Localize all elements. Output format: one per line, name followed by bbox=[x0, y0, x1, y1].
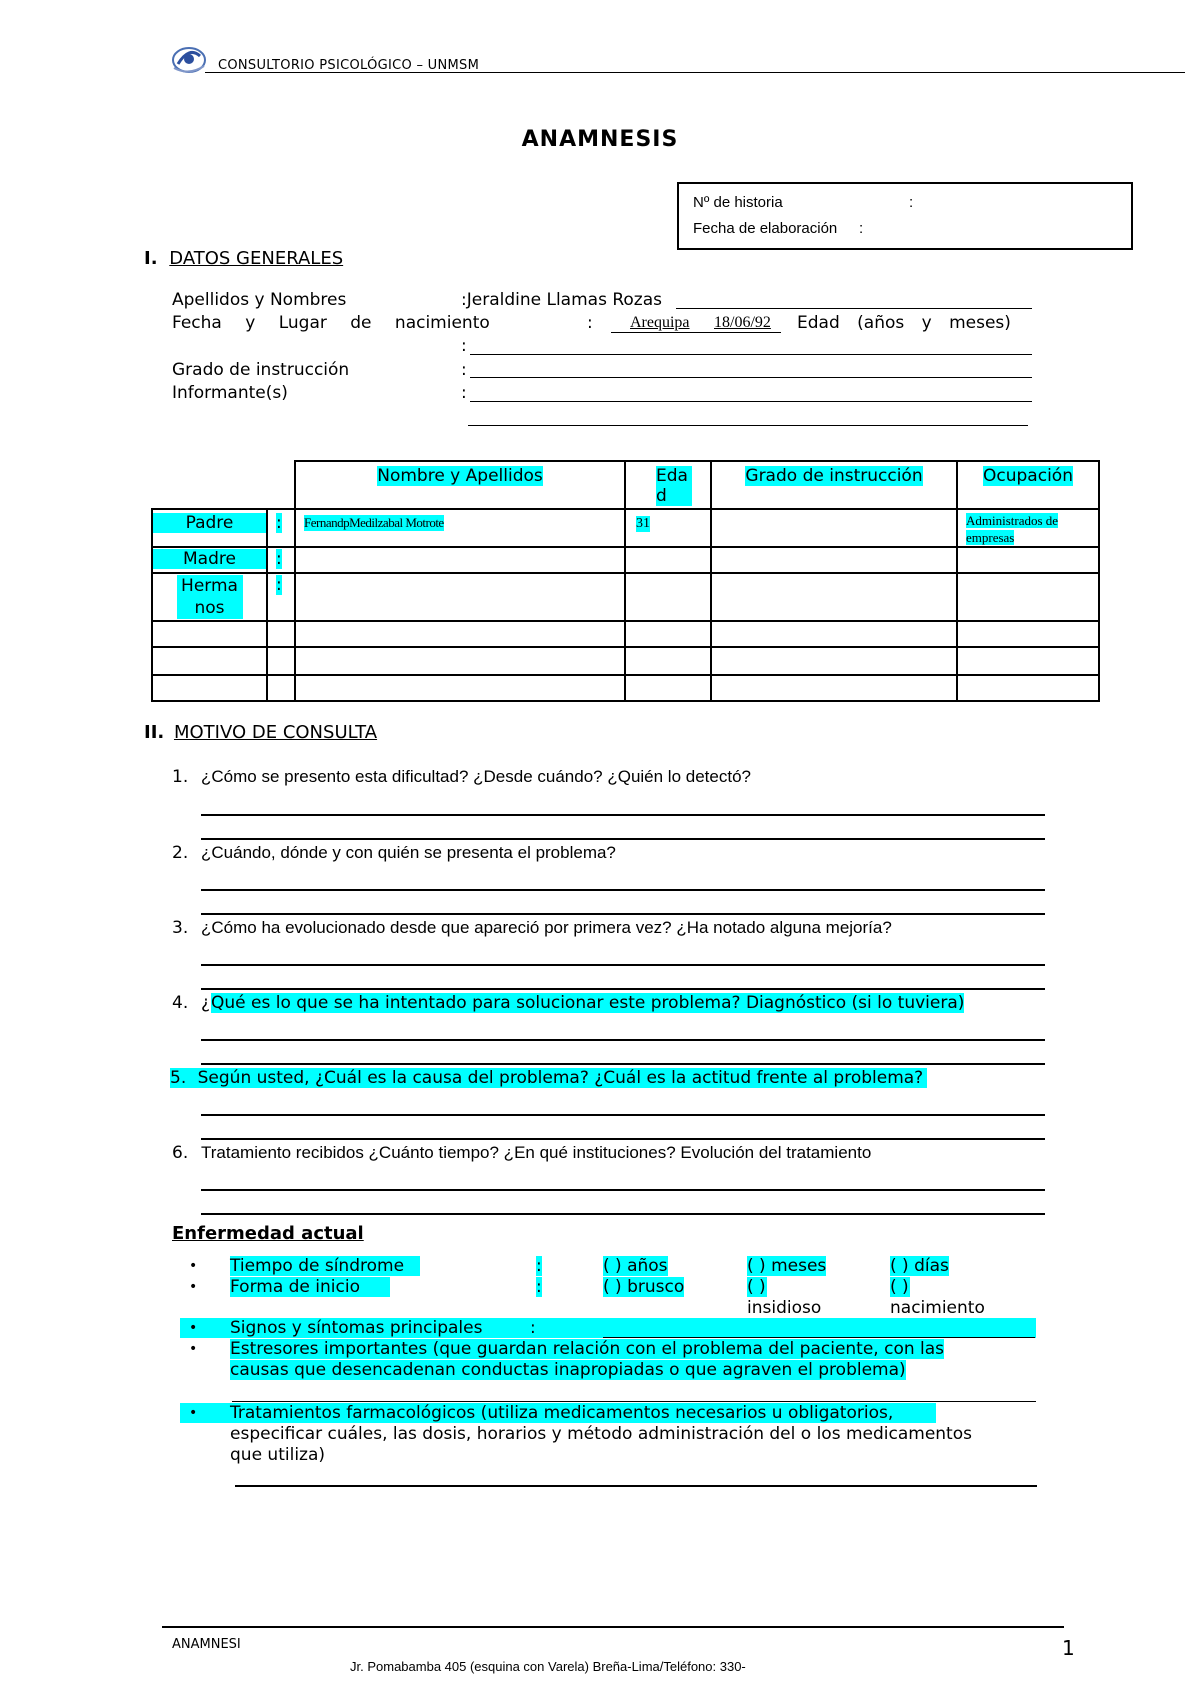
question-2-answer-line-2[interactable] bbox=[201, 913, 1045, 915]
names-label: Apellidos y Nombres bbox=[172, 290, 347, 310]
row-label-cell bbox=[152, 647, 267, 675]
table-header-blank bbox=[152, 461, 267, 509]
row-age-cell[interactable] bbox=[625, 509, 711, 547]
question-2-text: ¿Cuándo, dónde y con quién se presenta el problema? bbox=[201, 843, 616, 862]
stressors-line-1: Estresores importantes (que guardan relación con el problema del paciente, con las bbox=[230, 1339, 945, 1359]
question-5-answer-line-2[interactable] bbox=[201, 1138, 1045, 1140]
pharma-line-3: que utiliza) bbox=[230, 1445, 326, 1465]
bullet-icon: • bbox=[189, 1405, 198, 1421]
row-education-cell[interactable] bbox=[711, 621, 957, 647]
footer-rule bbox=[162, 1626, 1064, 1628]
question-4-answer-line-1[interactable] bbox=[201, 1039, 1045, 1041]
row-name: FernandpMedilzabal Motrote bbox=[304, 515, 444, 530]
onset-label: Forma de inicio bbox=[230, 1277, 390, 1297]
table-row bbox=[152, 573, 1099, 621]
question-6-answer-line-1[interactable] bbox=[201, 1189, 1045, 1191]
onset-colon: : bbox=[536, 1277, 542, 1297]
table-row bbox=[152, 547, 1099, 573]
row-age-cell[interactable] bbox=[625, 675, 711, 701]
signs-answer-line[interactable] bbox=[603, 1337, 1035, 1338]
history-number-colon: : bbox=[909, 194, 914, 211]
question-1-number: 1. bbox=[172, 767, 189, 787]
elaboration-date-label: Fecha de elaboración bbox=[693, 220, 838, 237]
header-age bbox=[625, 461, 711, 509]
footer-address: Jr. Pomabamba 405 (esquina con Varela) Breña-Lima/Teléfono: 330- bbox=[350, 1659, 746, 1674]
onset-birth-paren[interactable]: ( ) bbox=[890, 1277, 909, 1297]
row-education-cell[interactable] bbox=[711, 647, 957, 675]
bullet-icon: • bbox=[189, 1258, 198, 1274]
education-underline bbox=[470, 377, 1032, 378]
question-3-text: ¿Cómo ha evolucionado desde que apareció por primera vez? ¿Ha notado alguna mejoría? bbox=[201, 918, 892, 937]
pharma-answer-line[interactable] bbox=[235, 1485, 1037, 1487]
family-table bbox=[151, 460, 1100, 702]
row-label: Padre bbox=[153, 513, 266, 533]
onset-sudden[interactable]: ( ) brusco bbox=[603, 1277, 685, 1297]
education-colon: : bbox=[461, 360, 467, 380]
footer-left-label: ANAMNESI bbox=[172, 1637, 241, 1652]
question-3-number: 3. bbox=[172, 918, 189, 938]
header-age-text: Eda d bbox=[656, 466, 692, 506]
row-education-cell[interactable] bbox=[711, 509, 957, 547]
question-5-answer-line-1[interactable] bbox=[201, 1114, 1045, 1116]
pharma-line-1: Tratamientos farmacológicos (utiliza medicamentos necesarios u obligatorios, bbox=[230, 1403, 894, 1423]
stressors-answer-line[interactable] bbox=[232, 1401, 1036, 1402]
header-rule bbox=[205, 72, 1185, 73]
row-label-cell bbox=[152, 621, 267, 647]
row-colon: : bbox=[276, 513, 282, 533]
onset-birth: nacimiento bbox=[890, 1298, 985, 1318]
bullet-icon: • bbox=[189, 1341, 198, 1357]
onset-insidious: insidioso bbox=[747, 1298, 822, 1318]
section1-title: DATOS GENERALES bbox=[169, 248, 344, 269]
header-name-text: Nombre y Apellidos bbox=[377, 466, 543, 486]
question-5-number: 5. bbox=[170, 1068, 187, 1088]
row-occupation-cell[interactable] bbox=[957, 621, 1099, 647]
age-label: Edad (años y meses) bbox=[797, 313, 1011, 333]
row-colon-cell bbox=[267, 621, 295, 647]
row-occupation-cell[interactable] bbox=[957, 675, 1099, 701]
birth-label: Fecha y Lugar de nacimiento bbox=[172, 313, 490, 333]
row-colon: : bbox=[276, 575, 282, 595]
row-age-cell[interactable] bbox=[625, 547, 711, 573]
page-number: 1 bbox=[1062, 1636, 1075, 1660]
section1-number: I. bbox=[144, 248, 158, 269]
history-number-label: Nº de historia bbox=[693, 194, 783, 211]
row-name-cell[interactable] bbox=[295, 621, 625, 647]
bullet-icon: • bbox=[189, 1279, 198, 1295]
row-age-cell[interactable] bbox=[625, 621, 711, 647]
pharma-line-2: especificar cuáles, las dosis, horarios y método administración del o los medicamentos bbox=[230, 1424, 972, 1444]
elaboration-date-colon: : bbox=[859, 220, 864, 237]
table-header-row bbox=[152, 461, 1099, 509]
age-underline bbox=[470, 354, 1032, 355]
names-value: :Jeraldine Llamas Rozas bbox=[461, 290, 662, 310]
question-4-text: Qué es lo que se ha intentado para solucionar este problema? Diagnóstico (si lo tuviera) bbox=[211, 993, 965, 1013]
question-6-number: 6. bbox=[172, 1143, 189, 1163]
education-label: Grado de instrucción bbox=[172, 360, 350, 380]
institution-header: CONSULTORIO PSICOLÓGICO – UNMSM bbox=[218, 58, 480, 73]
onset-insidious-paren[interactable]: ( ) bbox=[747, 1277, 766, 1297]
row-occupation-cell[interactable] bbox=[957, 509, 1099, 547]
header-education bbox=[711, 461, 957, 509]
row-name-cell[interactable] bbox=[295, 509, 625, 547]
question-6-text: Tratamiento recibidos ¿Cuánto tiempo? ¿En qué instituciones? Evolución del tratamiento bbox=[201, 1143, 872, 1162]
informant-underline-1 bbox=[470, 401, 1032, 402]
syndrome-time-label: Tiempo de síndrome bbox=[230, 1256, 420, 1276]
row-education-cell[interactable] bbox=[711, 573, 957, 621]
birth-colon: : bbox=[587, 313, 593, 333]
row-education-cell[interactable] bbox=[711, 675, 957, 701]
birth-underline bbox=[611, 332, 781, 333]
row-name-cell[interactable] bbox=[295, 675, 625, 701]
section2-number: II. bbox=[144, 722, 165, 743]
age-colon: : bbox=[461, 336, 467, 356]
row-label: Madre bbox=[153, 549, 266, 569]
row-name-cell[interactable] bbox=[295, 547, 625, 573]
row-colon-cell bbox=[267, 547, 295, 573]
syndrome-time-days[interactable]: ( ) días bbox=[890, 1256, 949, 1276]
question-4-prefix: ¿ bbox=[201, 993, 211, 1013]
row-education-cell[interactable] bbox=[711, 547, 957, 573]
section1-heading bbox=[144, 248, 343, 269]
row-occupation-cell[interactable] bbox=[957, 547, 1099, 573]
syndrome-time-colon: : bbox=[536, 1256, 542, 1276]
row-name-cell[interactable] bbox=[295, 573, 625, 621]
names-underline bbox=[676, 308, 1032, 309]
informant-underline-2 bbox=[468, 425, 1028, 426]
row-label: Hermanos bbox=[177, 575, 243, 619]
table-row bbox=[152, 509, 1099, 547]
row-occupation: Administrados de empresas bbox=[966, 513, 1059, 545]
informant-colon: : bbox=[461, 383, 467, 403]
row-colon: : bbox=[276, 549, 282, 569]
question-2-number: 2. bbox=[172, 843, 189, 863]
row-age-cell[interactable] bbox=[625, 573, 711, 621]
unmsm-logo-icon bbox=[170, 42, 208, 78]
row-occupation-cell[interactable] bbox=[957, 647, 1099, 675]
question-1-answer-line-2[interactable] bbox=[201, 838, 1045, 840]
syndrome-time-years[interactable]: ( ) años bbox=[603, 1256, 668, 1276]
question-3-answer-line-2[interactable] bbox=[201, 988, 1045, 990]
row-label-cell bbox=[152, 573, 267, 621]
section2-heading bbox=[144, 722, 377, 743]
row-age: 31 bbox=[636, 516, 650, 531]
table-header-blank bbox=[267, 461, 295, 509]
table-row bbox=[152, 675, 1099, 701]
table-row bbox=[152, 621, 1099, 647]
question-4-answer-line-2[interactable] bbox=[201, 1063, 1045, 1065]
history-box bbox=[677, 182, 1133, 250]
row-colon-cell bbox=[267, 573, 295, 621]
question-3-answer-line-1[interactable] bbox=[201, 964, 1045, 966]
table-row bbox=[152, 647, 1099, 675]
question-6-answer-line-2[interactable] bbox=[201, 1213, 1045, 1215]
signs-colon: : bbox=[530, 1318, 536, 1338]
question-4-number: 4. bbox=[172, 993, 189, 1013]
current-illness-title: Enfermedad actual bbox=[172, 1223, 364, 1244]
informant-label: Informante(s) bbox=[172, 383, 288, 403]
header-education-text: Grado de instrucción bbox=[745, 466, 923, 486]
question-1-answer-line-1[interactable] bbox=[201, 814, 1045, 816]
row-colon-cell bbox=[267, 647, 295, 675]
header-occupation-text: Ocupación bbox=[983, 466, 1073, 486]
birth-place: Arequipa bbox=[630, 314, 690, 331]
row-colon-cell bbox=[267, 509, 295, 547]
row-label-cell bbox=[152, 509, 267, 547]
page-title: ANAMNESIS bbox=[521, 127, 679, 152]
row-label-cell bbox=[152, 547, 267, 573]
question-5-row bbox=[170, 1068, 927, 1088]
row-label-cell bbox=[152, 675, 267, 701]
row-colon-cell bbox=[267, 675, 295, 701]
row-age-cell[interactable] bbox=[625, 647, 711, 675]
syndrome-time-months[interactable]: ( ) meses bbox=[747, 1256, 827, 1276]
row-name-cell[interactable] bbox=[295, 647, 625, 675]
signs-label: Signos y síntomas principales bbox=[230, 1318, 483, 1338]
header-occupation bbox=[957, 461, 1099, 509]
row-occupation-cell[interactable] bbox=[957, 573, 1099, 621]
header-name bbox=[295, 461, 625, 509]
birth-date: 18/06/92 bbox=[714, 314, 771, 331]
question-2-answer-line-1[interactable] bbox=[201, 889, 1045, 891]
question-1-text: ¿Cómo se presento esta dificultad? ¿Desde cuándo? ¿Quién lo detectó? bbox=[201, 767, 751, 786]
stressors-line-2: causas que desencadenan conductas inapropiadas o que agraven el problema) bbox=[230, 1360, 906, 1380]
section2-title: MOTIVO DE CONSULTA bbox=[173, 722, 378, 743]
question-5-text: Según usted, ¿Cuál es la causa del problema? ¿Cuál es la actitud frente al problema? bbox=[197, 1068, 924, 1088]
bullet-icon: • bbox=[189, 1320, 198, 1336]
